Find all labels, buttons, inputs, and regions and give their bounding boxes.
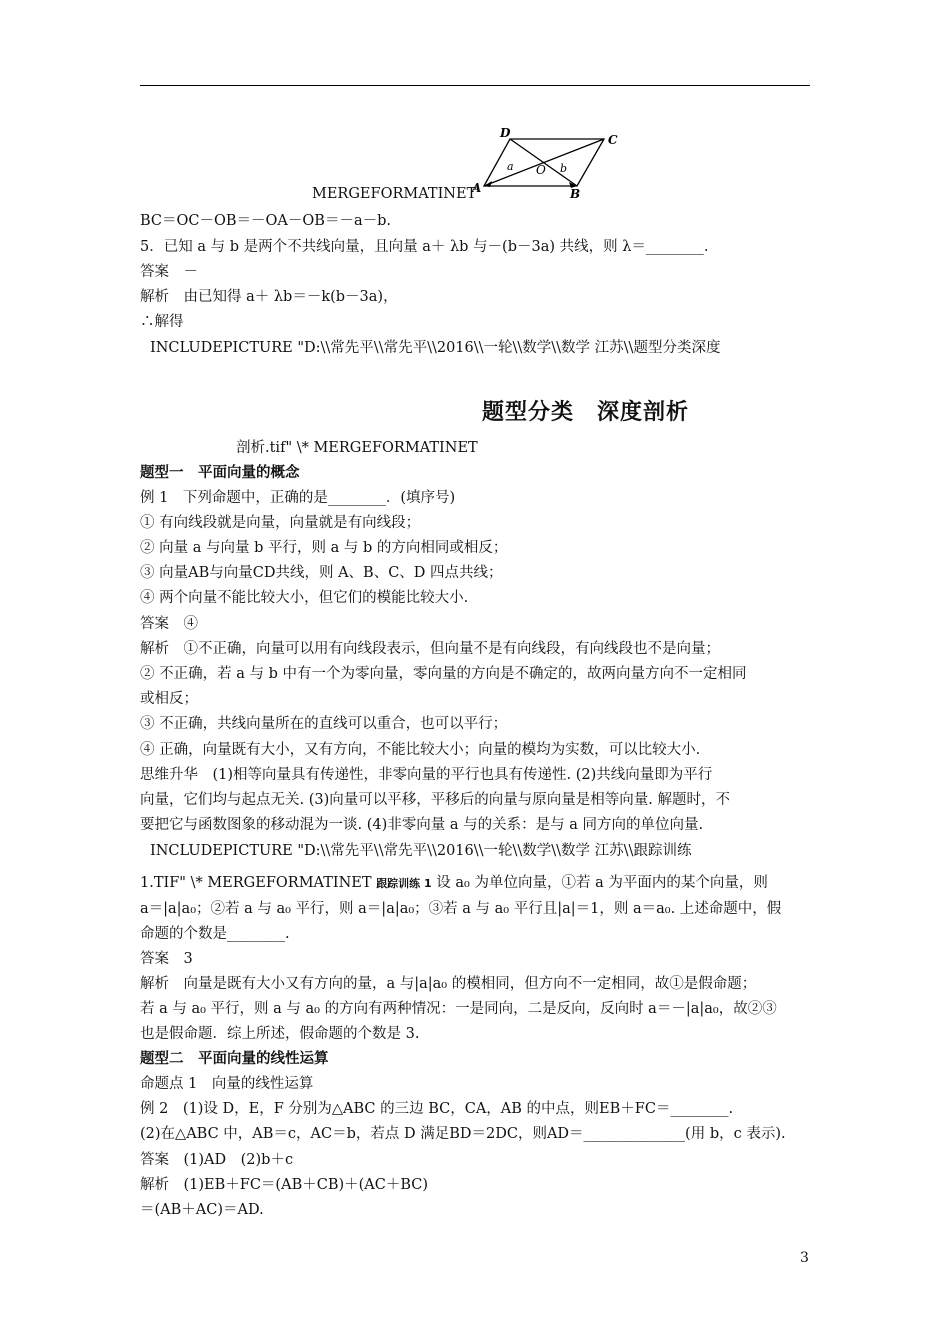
- section-heading: 题型一 平面向量的概念: [140, 465, 300, 481]
- top-rule: [140, 85, 810, 86]
- fig-label-D: D: [500, 126, 511, 140]
- fig-label-A: A: [472, 181, 482, 195]
- text-line: ③ 向量AB与向量CD共线，则 A、B、C、D 四点共线；: [140, 565, 503, 581]
- text-line: 答案 (1)AD (2)b＋c: [140, 1152, 294, 1168]
- text-line: ① 有向线段就是向量，向量就是有向线段；: [140, 515, 421, 531]
- text-line: 要把它与函数图象的移动混为一谈. (4)非零向量 a 与的关系：是与 a 同方向的单位向量.: [140, 817, 704, 833]
- text-line: 答案 3: [140, 951, 193, 967]
- exercise-tag: 跟踪训练 1: [376, 877, 432, 890]
- text-line: ② 向量 a 与向量 b 平行，则 a 与 b 的方向相同或相反；: [140, 540, 508, 556]
- text-line: 命题的个数是________.: [140, 926, 290, 942]
- text-line: 若 a 与 a₀ 平行，则 a 与 a₀ 的方向有两种情况：一是同向，二是反向，反向时 a＝－|a|a₀，故②③: [140, 1001, 777, 1017]
- text-line: 也是假命题．综上所述，假命题的个数是 3.: [140, 1026, 420, 1042]
- text-line: 答案 －: [140, 264, 198, 280]
- text-line: ＝(AB＋AC)＝AD.: [140, 1202, 264, 1218]
- text-line: BC＝OC－OB＝－OA－OB＝－a－b.: [140, 213, 391, 229]
- text-line: 例 1 下列命题中，正确的是________．(填序号): [140, 490, 456, 506]
- tif-prefix: 1.TIF" \* MERGEFORMATINET: [140, 875, 372, 891]
- fig-label-C: C: [608, 133, 618, 147]
- fig-label-B: B: [570, 187, 581, 201]
- text-line: ∴解得: [140, 314, 184, 330]
- parallelogram-figure: [470, 124, 620, 202]
- text-line: 向量，它们均与起点无关. (3)向量可以平移，平移后的向量与原向量是相等向量. 解题时，不: [140, 792, 730, 808]
- text-line: 思维升华 (1)相等向量具有传递性，非零向量的平行也具有传递性. (2)共线向量即为平行: [140, 767, 713, 783]
- text-line: (2)在△ABC 中，AB＝c，AC＝b，若点 D 满足BD＝2DC，则AD＝______________(用 b，c 表示).: [140, 1126, 786, 1142]
- text-line: 解析 (1)EB＋FC＝(AB＋CB)＋(AC＋BC): [140, 1177, 429, 1193]
- fig-label-a: a: [507, 160, 514, 173]
- text-line: 例 2 (1)设 D，E，F 分别为△ABC 的三边 BC，CA，AB 的中点，则EB＋FC＝________.: [140, 1101, 734, 1117]
- fig-label-O: O: [536, 163, 546, 177]
- text-line: INCLUDEPICTURE "D:\\常先平\\常先平\\2016\\一轮\\数学\\数学 江苏\\题型分类深度: [150, 340, 721, 356]
- text-line: ④ 两个向量不能比较大小，但它们的模能比较大小.: [140, 590, 469, 606]
- text-line: 解析 ①不正确，向量可以用有向线段表示，但向量不是有向线段，有向线段也不是向量；: [140, 641, 720, 657]
- tif-suffix: 设 a₀ 为单位向量，①若 a 为平面内的某个向量，则: [436, 875, 768, 891]
- text-line: a＝|a|a₀；②若 a 与 a₀ 平行，则 a＝|a|a₀；③若 a 与 a₀ 平行且|a|＝1，则 a＝a₀. 上述命题中，假: [140, 901, 782, 917]
- text-line: 解析 向量是既有大小又有方向的量，a 与|a|a₀ 的模相同，但方向不一定相同，故①是假命题；: [140, 976, 757, 992]
- text-line: 5．已知 a 与 b 是两个不共线向量，且向量 a＋ λb 与－(b－3a) 共线，则 λ＝________.: [140, 239, 709, 255]
- section-title: 题型分类 深度剖析: [482, 400, 690, 425]
- figure-merge-label: MERGEFORMATINET: [312, 186, 477, 202]
- fig-label-b: b: [560, 162, 568, 175]
- text-line: [140, 872, 820, 895]
- text-line: ④ 正确，向量既有大小，又有方向，不能比较大小；向量的模均为实数，可以比较大小.: [140, 742, 701, 758]
- text-line: 剖析.tif" \* MERGEFORMATINET: [236, 440, 478, 456]
- page-number: 3: [800, 1250, 809, 1266]
- text-line: 解析 由已知得 a＋ λb＝－k(b－3a)，: [140, 289, 398, 305]
- text-line: INCLUDEPICTURE "D:\\常先平\\常先平\\2016\\一轮\\数学\\数学 江苏\\跟踪训练: [150, 843, 692, 859]
- text-line: 答案 ④: [140, 616, 198, 632]
- text-line: ② 不正确，若 a 与 b 中有一个为零向量，零向量的方向是不确定的，故两向量方向不一定相同: [140, 666, 747, 682]
- text-line: 命题点 1 向量的线性运算: [140, 1076, 314, 1092]
- section-heading: 题型二 平面向量的线性运算: [140, 1051, 329, 1067]
- text-line: ③ 不正确，共线向量所在的直线可以重合，也可以平行；: [140, 716, 508, 732]
- text-line: 或相反；: [140, 691, 198, 707]
